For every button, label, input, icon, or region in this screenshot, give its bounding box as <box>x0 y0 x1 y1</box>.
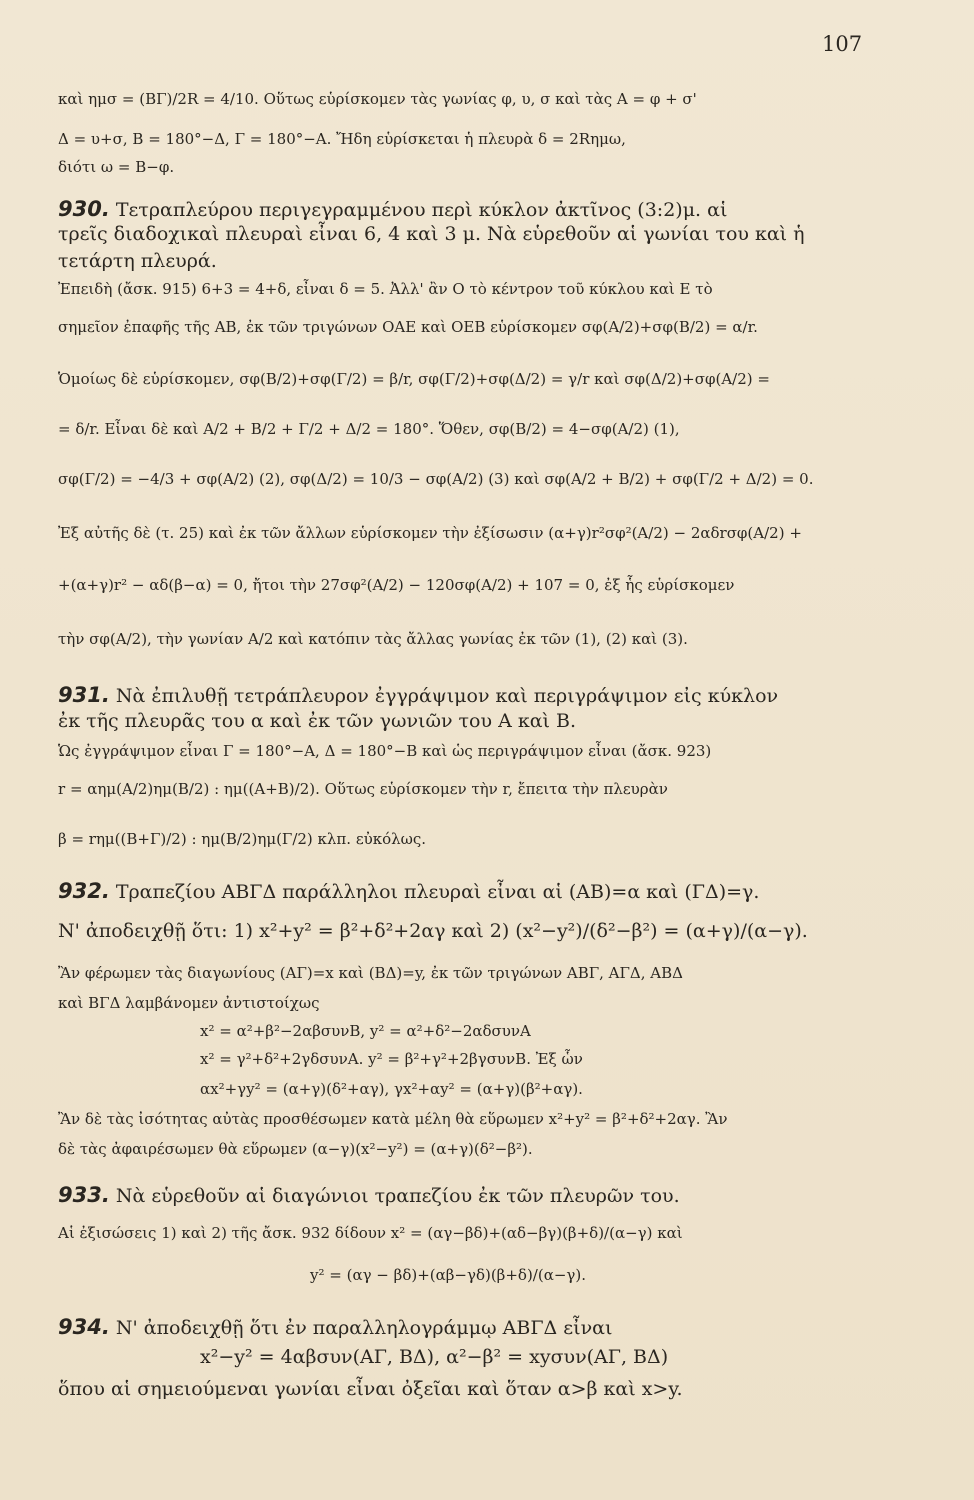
text-line: ὅπου αἱ σημειούμεναι γωνίαι εἶναι ὀξεῖαι καὶ ὅταν α>β καὶ x>y. <box>58 1378 683 1400</box>
text-line: καὶ ΒΓΔ λαμβάνομεν ἀντιστοίχως <box>58 994 320 1012</box>
math-line: τὴν σφ(Α/2), τὴν γωνίαν Α/2 καὶ κατόπιν τὰς ἄλλας γωνίας ἐκ τῶν (1), (2) καὶ (3). <box>58 630 688 648</box>
problem-number: 931. <box>58 683 110 707</box>
text-line: δὲ τὰς ἀφαιρέσωμεν θὰ εὕρωμεν (α−γ)(x²−y²) = (α+γ)(δ²−β²). <box>58 1140 533 1158</box>
problem-text: Τετραπλεύρου περιγεγραμμένου περὶ κύκλον ἀκτῖνος (3:2)μ. αἱ <box>115 199 728 221</box>
text-line: διότι ω = Β−φ. <box>58 158 175 176</box>
problem-heading <box>58 684 932 707</box>
text-line: τετάρτη πλευρά. <box>58 250 217 272</box>
text-line: Ὡς ἐγγράψιμον εἶναι Γ = 180°−Α, Δ = 180°−Β καὶ ὡς περιγράψιμον εἶναι (ἄσκ. 923) <box>58 742 712 760</box>
problem-heading <box>58 880 932 903</box>
problem-text: Νὰ ἐπιλυθῇ τετράπλευρον ἐγγράψιμον καὶ περιγράψιμον εἰς κύκλον <box>115 685 779 707</box>
math-line: αx²+γy² = (α+γ)(δ²+αγ), γx²+αy² = (α+γ)(β²+αγ). <box>200 1080 583 1098</box>
problem-heading <box>58 1184 932 1207</box>
math-line: = δ/r. Εἶναι δὲ καὶ Α/2 + Β/2 + Γ/2 + Δ/2 = 180°. Ὅθεν, σφ(Β/2) = 4−σφ(Α/2) (1), <box>58 420 680 438</box>
problem-number: 932. <box>58 879 110 903</box>
problem-text: Τραπεζίου ΑΒΓΔ παράλληλοι πλευραὶ εἶναι αἱ (ΑΒ)=α καὶ (ΓΔ)=γ. <box>115 881 760 903</box>
math-line: σφ(Γ/2) = −4/3 + σφ(Α/2) (2), σφ(Δ/2) = 10/3 − σφ(Α/2) (3) καὶ σφ(Α/2 + Β/2) + σφ(Γ/2 + Δ/2) = 0. <box>58 470 814 488</box>
math-line: σημεῖον ἐπαφῆς τῆς ΑΒ, ἐκ τῶν τριγώνων ΟΑΕ καὶ ΟΕΒ εὑρίσκομεν σφ(Α/2)+σφ(Β/2) = α/r. <box>58 318 758 336</box>
text-line: Δ = υ+σ, Β = 180°−Δ, Γ = 180°−Α. Ἤδη εὑρίσκεται ἡ πλευρὰ δ = 2Rημω, <box>58 130 626 148</box>
math-line: Ἐξ αὐτῆς δὲ (τ. 25) καὶ ἐκ τῶν ἄλλων εὑρίσκομεν τὴν ἐξίσωσιν (α+γ)r²σφ²(Α/2) − 2αδrσφ(Α/2) + <box>58 524 802 542</box>
text-line: Ἐπειδὴ (ἄσκ. 915) 6+3 = 4+δ, εἶναι δ = 5. Ἀλλ' ἂν Ο τὸ κέντρον τοῦ κύκλου καὶ Ε τὸ <box>58 280 713 298</box>
math-line: Ν' ἀποδειχθῇ ὅτι: 1) x²+y² = β²+δ²+2αγ καὶ 2) (x²−y²)/(δ²−β²) = (α+γ)/(α−γ). <box>58 920 808 942</box>
text-line: τρεῖς διαδοχικαὶ πλευραὶ εἶναι 6, 4 καὶ 3 μ. Νὰ εὑρεθοῦν αἱ γωνίαι του καὶ ἡ <box>58 223 805 245</box>
problem-number: 933. <box>58 1183 110 1207</box>
math-line: x²−y² = 4αβσυν(ΑΓ, ΒΔ), α²−β² = xyσυν(ΑΓ, ΒΔ) <box>200 1346 669 1368</box>
problem-text: Νὰ εὑρεθοῦν αἱ διαγώνιοι τραπεζίου ἐκ τῶν πλευρῶν του. <box>115 1185 680 1207</box>
problem-heading <box>58 198 932 221</box>
problem-number: 934. <box>58 1315 110 1339</box>
text-line: ἐκ τῆς πλευρᾶς του α καὶ ἐκ τῶν γωνιῶν του Α καὶ Β. <box>58 710 577 732</box>
page-number: 107 <box>822 32 863 56</box>
math-line: Αἱ ἐξισώσεις 1) καὶ 2) τῆς ἄσκ. 932 δίδουν x² = (αγ−βδ)+(αδ−βγ)(β+δ)/(α−γ) καὶ <box>58 1224 683 1242</box>
math-line: β = rημ((Β+Γ)/2) : ημ(Β/2)ημ(Γ/2) κλπ. εὐκόλως. <box>58 830 427 848</box>
math-line: r = αημ(Α/2)ημ(Β/2) : ημ((Α+Β)/2). Οὕτως εὑρίσκομεν τὴν r, ἔπειτα τὴν πλευρὰν <box>58 780 668 798</box>
math-line: Ὁμοίως δὲ εὑρίσκομεν, σφ(Β/2)+σφ(Γ/2) = β/r, σφ(Γ/2)+σφ(Δ/2) = γ/r καὶ σφ(Δ/2)+σφ(Α/2) = <box>58 370 770 388</box>
math-line: +(α+γ)r² − αδ(β−α) = 0, ἤτοι τὴν 27σφ²(Α/2) − 120σφ(Α/2) + 107 = 0, ἐξ ἧς εὑρίσκομεν <box>58 576 735 594</box>
text-line: Ἂν φέρωμεν τὰς διαγωνίους (ΑΓ)=x καὶ (ΒΔ)=y, ἐκ τῶν τριγώνων ΑΒΓ, ΑΓΔ, ΑΒΔ <box>58 964 683 982</box>
text-line: καὶ ημσ = (ΒΓ)/2R = 4/10. Οὕτως εὑρίσκομεν τὰς γωνίας φ, υ, σ καὶ τὰς Α = φ + σ' <box>58 90 697 108</box>
problem-heading <box>58 1316 932 1339</box>
math-line: x² = γ²+δ²+2γδσυνΑ. y² = β²+γ²+2βγσυνΒ. Ἐξ ὧν <box>200 1050 583 1068</box>
math-line: y² = (αγ − βδ)+(αβ−γδ)(β+δ)/(α−γ). <box>310 1266 586 1284</box>
problem-text: Ν' ἀποδειχθῇ ὅτι ἐν παραλληλογράμμῳ ΑΒΓΔ εἶναι <box>115 1317 613 1339</box>
text-line: Ἂν δὲ τὰς ἰσότητας αὐτὰς προσθέσωμεν κατὰ μέλη θὰ εὕρωμεν x²+y² = β²+δ²+2αγ. Ἂν <box>58 1110 728 1128</box>
math-line: x² = α²+β²−2αβσυνΒ, y² = α²+δ²−2αδσυνΑ <box>200 1022 531 1040</box>
problem-number: 930. <box>58 197 110 221</box>
